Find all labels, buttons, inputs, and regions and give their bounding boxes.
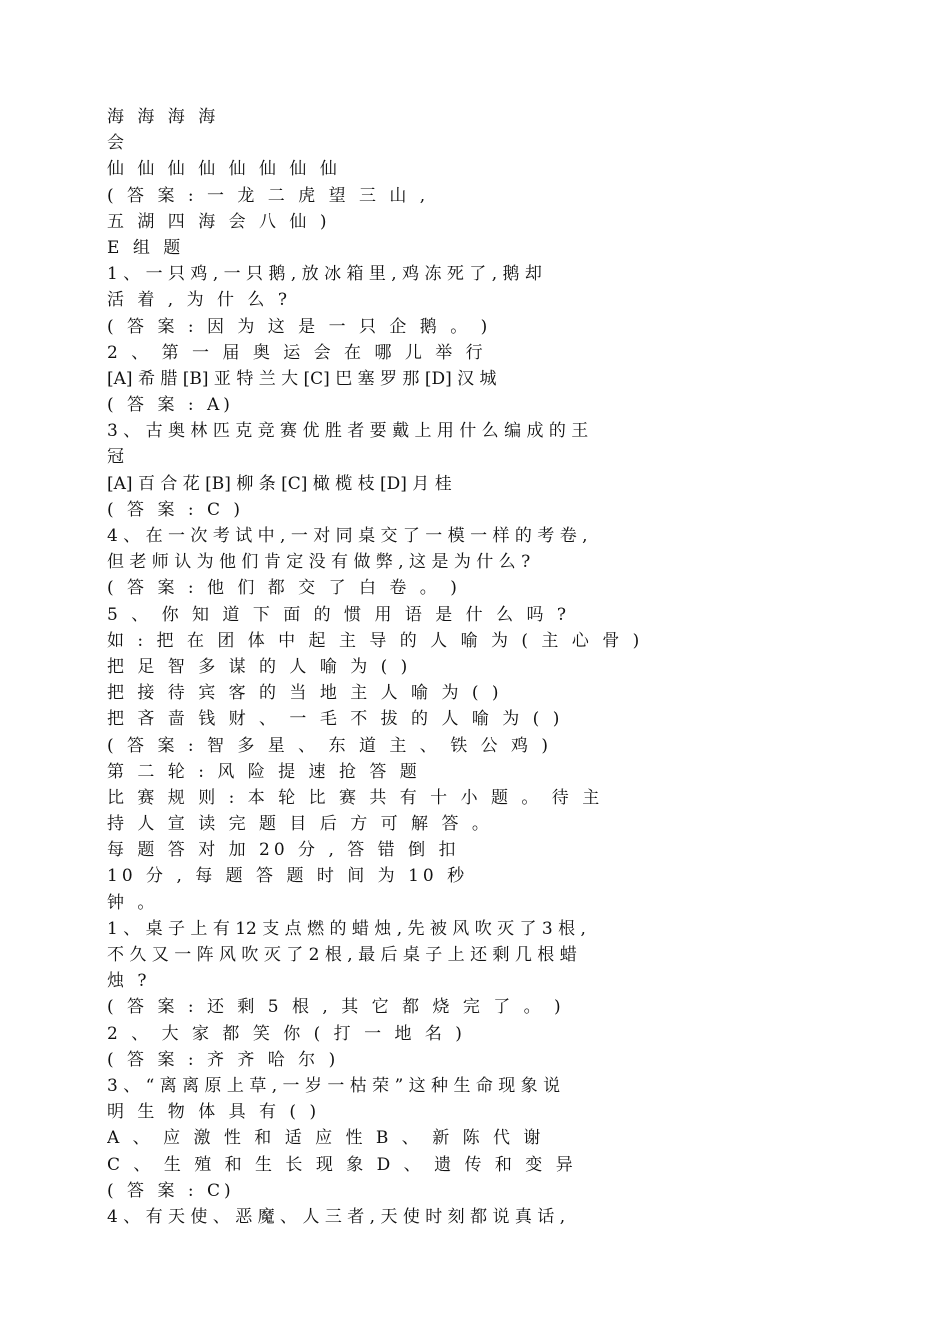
text-line: 仙 仙 仙 仙 仙 仙 仙 仙 (107, 159, 341, 180)
text-line: A 、 应 激 性 和 适 应 性 B 、 新 陈 代 谢 (107, 1128, 545, 1149)
text-line: 冠 (107, 447, 128, 468)
text-line: 把 接 待 宾 客 的 当 地 主 人 喻 为 ( ) (107, 683, 503, 704)
text-line: ( 答 案 : 因 为 这 是 一 只 企 鹅 。 ) (107, 316, 492, 337)
text-line: 把 足 智 多 谋 的 人 喻 为 ( ) (107, 656, 412, 677)
text-line: 4 、 有 天 使 、 恶 魔 、 人 三 者 , 天 使 时 刻 都 说 真 话 , (107, 1206, 566, 1227)
text-line: 10 分 , 每 题 答 题 时 间 为 10 秒 (107, 866, 469, 887)
text-line: 活 着 , 为 什 么 ? (107, 290, 291, 311)
text-line: 但 老 师 认 为 他 们 肯 定 没 有 做 弊 , 这 是 为 什 么 ? (107, 552, 531, 573)
text-line: 把 吝 啬 钱 财 、 一 毛 不 拔 的 人 喻 为 ( ) (107, 709, 564, 730)
text-line: 第 二 轮 : 风 险 提 速 抢 答 题 (107, 761, 421, 782)
text-line: ( 答 案 : C ) (107, 499, 245, 520)
text-line: 会 (107, 133, 128, 154)
text-line: ( 答 案 : 智 多 星 、 东 道 主 、 铁 公 鸡 ) (107, 735, 553, 756)
text-line: 比 赛 规 则 : 本 轮 比 赛 共 有 十 小 题 。 待 主 (107, 787, 604, 808)
text-line: [A] 百 合 花 [B] 柳 条 [C] 橄 榄 枝 [D] 月 桂 (107, 473, 452, 494)
text-line: 海 海 海 海 (107, 107, 220, 127)
text-line: 3 、 “ 离 离 原 上 草 , 一 岁 一 枯 荣 ” 这 种 生 命 现 象 说 (107, 1075, 561, 1096)
text-line: 1 、 一 只 鸡 , 一 只 鹅 , 放 冰 箱 里 , 鸡 冻 死 了 , 鹅 却 (107, 264, 542, 285)
text-line: 烛 ? (107, 971, 151, 992)
text-line: ( 答 案 : 他 们 都 交 了 白 卷 。 ) (107, 578, 461, 599)
text-line: 3 、 古 奥 林 匹 克 竞 赛 优 胜 者 要 戴 上 用 什 么 编 成 的 王 (107, 421, 589, 442)
text-line: ( 答 案 : 还 剩 5 根 , 其 它 都 烧 完 了 。 ) (107, 997, 565, 1018)
text-line: 如 : 把 在 团 体 中 起 主 导 的 人 喻 为 ( 主 心 骨 ) (107, 630, 644, 651)
text-line: ( 答 案 : A) (107, 395, 234, 416)
text-line: 1 、 桌 子 上 有 12 支 点 燃 的 蜡 烛 , 先 被 风 吹 灭 了 3 根 , (107, 918, 586, 939)
text-line: E 组 题 (107, 237, 185, 258)
text-line: 2 、 第 一 届 奥 运 会 在 哪 儿 举 行 (107, 342, 487, 363)
text-line: 不 久 又 一 阵 风 吹 灭 了 2 根 , 最 后 桌 子 上 还 剩 几 根 蜡 (107, 945, 577, 965)
text-line: 5 、 你 知 道 下 面 的 惯 用 语 是 什 么 吗 ? (107, 604, 570, 625)
text-line: 每 题 答 对 加 20 分 , 答 错 倒 扣 (107, 840, 460, 861)
text-line: 五 湖 四 海 会 八 仙 ) (107, 211, 331, 232)
text-line: 4 、 在 一 次 考 试 中 , 一 对 同 桌 交 了 一 模 一 样 的 考 卷 , (107, 526, 588, 546)
text-line: 持 人 宣 读 完 题 目 后 方 可 解 答 。 (107, 814, 493, 835)
text-line: 明 生 物 体 具 有 ( ) (107, 1102, 321, 1123)
text-line: 钟 。 (107, 892, 159, 913)
text-line: 2 、 大 家 都 笑 你 ( 打 一 地 名 ) (107, 1023, 466, 1044)
text-line: [A] 希 腊 [B] 亚 特 兰 大 [C] 巴 塞 罗 那 [D] 汉 城 (107, 368, 497, 389)
text-line: ( 答 案 : C) (107, 1180, 235, 1201)
text-line: ( 答 案 : 齐 齐 哈 尔 ) (107, 1049, 340, 1070)
document-body (107, 104, 867, 1230)
text-line: ( 答 案 : 一 龙 二 虎 望 三 山 , (107, 185, 430, 206)
text-line: C 、 生 殖 和 生 长 现 象 D 、 遗 传 和 变 异 (107, 1154, 577, 1175)
